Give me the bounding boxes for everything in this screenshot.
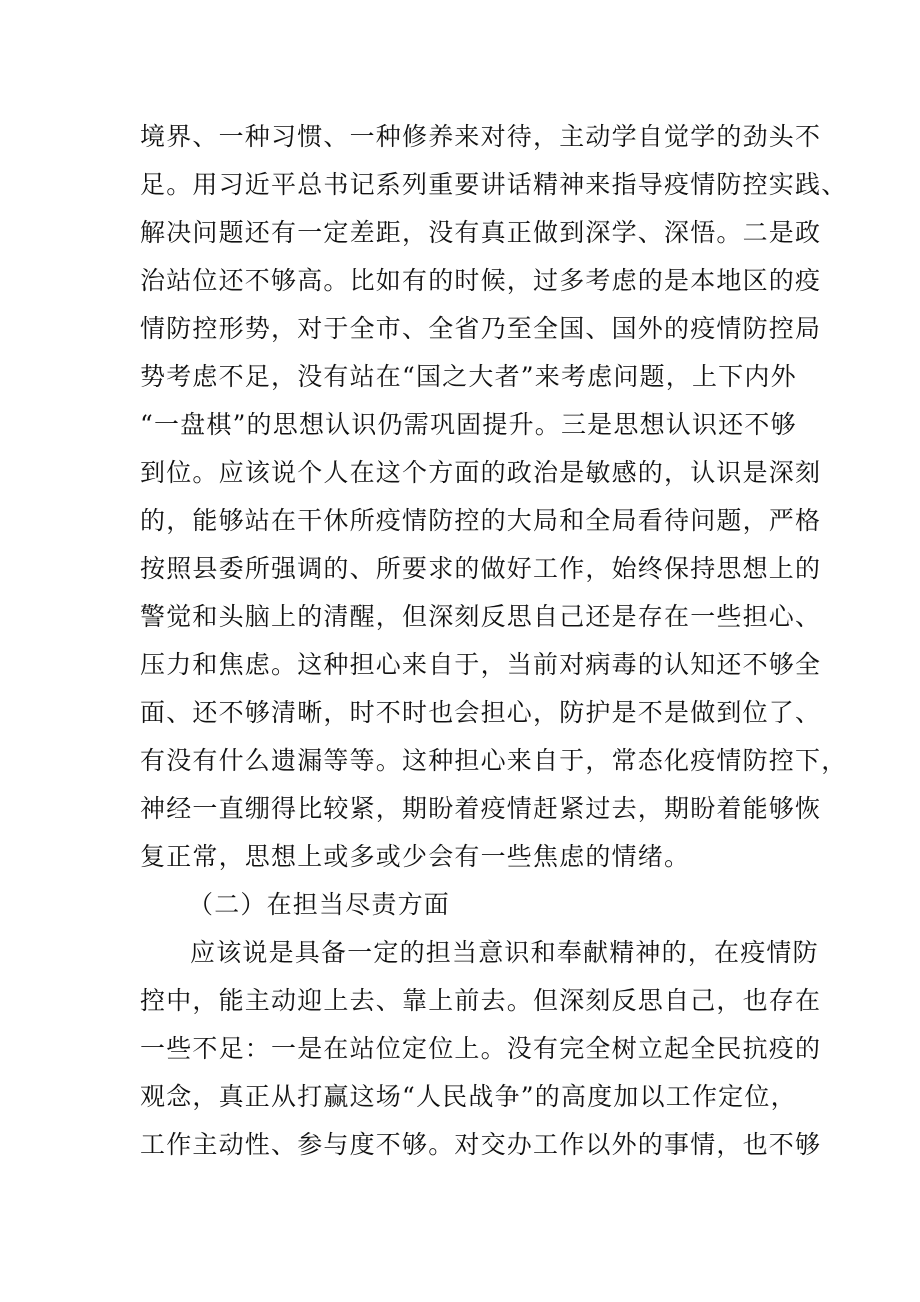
text-line: “一盘棋”的思想认识仍需巩固提升。三是思想认识还不够 [140,410,797,439]
text-line: 的，能够站在干休所疫情防控的大局和全局看待问题，严格 [140,506,822,535]
text-line: 工作主动性、参与度不够。对交办工作以外的事情，也不够 [140,1130,822,1159]
text-line: 足。用习近平总书记系列重要讲话精神来指导疫情防控实践、 [140,170,848,199]
text-line: 势考虑不足，没有站在“国之大者”来考虑问题，上下内外 [140,362,797,391]
text-line: 一些不足：一是在站位定位上。没有完全树立起全民抗疫的 [140,1034,822,1063]
text-line: 控中，能主动迎上去、靠上前去。但深刻反思自己，也存在 [140,986,822,1015]
text-line: 按照县委所强调的、所要求的做好工作，始终保持思想上的 [140,554,822,583]
text-line: 应该说是具备一定的担当意识和奉献精神的，在疫情防 [190,938,819,967]
text-line: 警觉和头脑上的清醒，但深刻反思自己还是存在一些担心、 [140,602,822,631]
section-heading: （二）在担当尽责方面 [188,890,451,919]
text-line: 有没有什么遗漏等等。这种担心来自于，常态化疫情防控下， [140,746,848,775]
text-line: 情防控形势，对于全市、全省乃至全国、国外的疫情防控局 [140,314,822,343]
text-line: 复正常，思想上或多或少会有一些焦虑的情绪。 [140,842,691,871]
text-line: 面、还不够清晰，时不时也会担心，防护是不是做到位了、 [140,698,822,727]
text-line: 观念，真正从打赢这场“人民战争”的高度加以工作定位， [140,1082,797,1111]
text-line: 到位。应该说个人在这个方面的政治是敏感的，认识是深刻 [140,458,822,487]
text-line: 境界、一种习惯、一种修养来对待，主动学自觉学的劲头不 [140,122,822,151]
text-line: 治站位还不够高。比如有的时候，过多考虑的是本地区的疫 [140,266,822,295]
text-line: 压力和焦虑。这种担心来自于，当前对病毒的认知还不够全 [140,650,822,679]
text-line: 神经一直绷得比较紧，期盼着疫情赶紧过去，期盼着能够恢 [140,794,822,823]
text-line: 解决问题还有一定差距，没有真正做到深学、深悟。二是政 [140,218,822,247]
